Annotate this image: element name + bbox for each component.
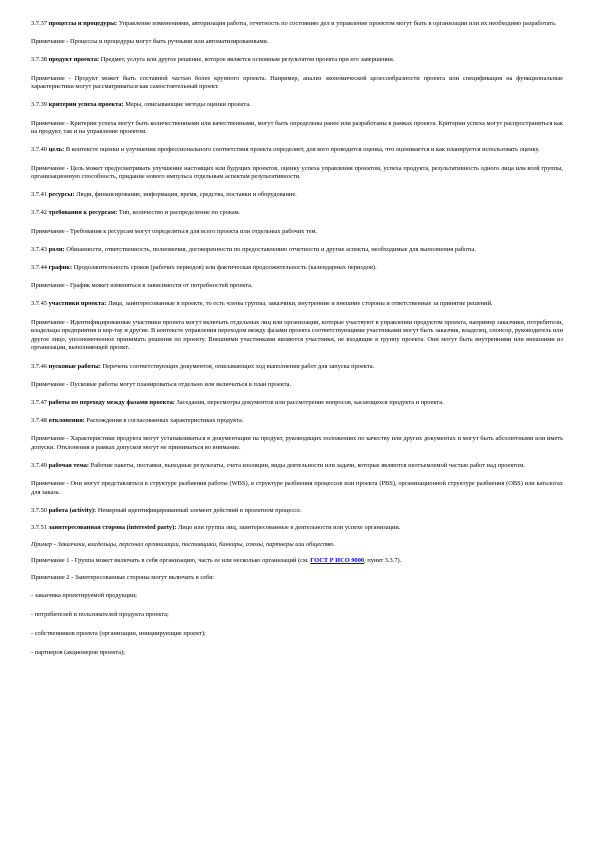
definition-text: Обязанности, ответственность, полномочия, договоренности по предоставлению отчетности и другие аспекты, необходимые для выполнения работы. — [66, 245, 476, 253]
note: Примечание - Характеристики продукта могут устанавливаться в документации на продукт, руководящих положениях по качеству или других документах и могут быть абсолютными или иметь допуски. Отклонения в рамках допусков могут не приниматься во внимание. — [31, 435, 563, 451]
definition-text: Рабочие пакеты, поставки, выходные результаты, счета изоляции, виды деятельности или задачи, которые являются неотъемлемой частью работ над проектом. — [90, 462, 525, 470]
term: критерии успеха проекта: — [48, 101, 124, 109]
note: Примечание - Процессы и процедуры могут быть ручными или автоматизированными. — [31, 38, 269, 46]
clause-number: 3.7.51 — [31, 523, 47, 531]
term: процессы и процедуры: — [48, 20, 118, 27]
term: ресурсы: — [48, 191, 75, 199]
list-item: - потребителей и пользователей продукта проекта; — [31, 611, 169, 619]
term: продукт проекта: — [48, 56, 100, 64]
term: работа (activity): — [48, 507, 97, 515]
definition-3-7-44 — [31, 264, 563, 273]
definition-3-7-39 — [31, 101, 563, 110]
note: Примечание - Критерии успеха могут быть количественными или качественными, могут быть определены ранее или разработаны в рамках проекта. Критерии успеха могут распространяться как на продукт, так и на управление проектом. — [31, 119, 563, 136]
definition-3-7-46 — [31, 363, 563, 372]
clause-number: 3.7.40 — [31, 146, 47, 154]
definition-3-7-38 — [31, 56, 563, 65]
definition-3-7-45 — [31, 300, 563, 309]
clause-number: 3.7.46 — [31, 362, 47, 370]
note: Примечание - График может изменяться в зависимости от потребностей проекта. — [31, 282, 253, 290]
term: участники проекта: — [48, 300, 107, 308]
definition-3-7-41 — [31, 191, 563, 200]
definition-3-7-48 — [31, 417, 563, 426]
term: работы по переходу между фазами проекта: — [48, 398, 175, 406]
clause-number: 3.7.41 — [31, 191, 47, 199]
clause-number: 3.7.39 — [31, 101, 47, 109]
clause-number: 3.7.50 — [31, 507, 47, 515]
term: рабочая тема: — [48, 462, 89, 470]
list-item: - заказчика проектируемой продукции; — [31, 592, 137, 600]
list-item: - собственников проекта (организации, инициирующие проект); — [31, 629, 206, 637]
definition-3-7-47 — [31, 399, 563, 408]
clause-number: 3.7.49 — [31, 462, 47, 470]
document-page — [31, 20, 563, 668]
term: требования к ресурсам: — [48, 209, 118, 217]
list-item: - партнеров (акционеров проекта); — [31, 648, 125, 656]
definition-3-7-51 — [31, 524, 563, 533]
standard-reference-link[interactable]: ГОСТ Р ИСО 9000 — [310, 557, 365, 565]
note-text-tail: , пункт 3.3.7). — [364, 557, 402, 565]
definition-text: В контексте оценки и улучшения профессионального соответствия проекта определяет, для кого проводится оценка, что оценивается и как планируется использовать оценку. — [65, 146, 540, 154]
definition-text: Лица, заинтересованные в проекте, то есть члены группы, заказчики, внутренние и внешние стороны и ответственные за принятие решений. — [108, 300, 493, 308]
note: Примечание - Пусковые работы могут планироваться отдельно или включаться в план проекта. — [31, 380, 292, 388]
definition-text: Управление изменениями, авторизация работы, отчетность по состоянию дел и управление проектом могут быть в организации или их необходимо разработать. — [118, 20, 557, 27]
definition-text: Предмет, услуга или другое решение, которое является основным результатом проекта при его завершении. — [100, 56, 395, 64]
definition-3-7-43 — [31, 246, 563, 255]
term: роли: — [48, 245, 65, 253]
clause-number: 3.7.44 — [31, 264, 47, 272]
clause-number: 3.7.43 — [31, 245, 47, 253]
definition-3-7-50 — [31, 507, 563, 516]
term: цель: — [48, 146, 65, 154]
clause-number: 3.7.47 — [31, 398, 47, 406]
definition-3-7-37 — [31, 20, 563, 29]
definition-text: Продолжительность сроков (рабочих периодов) или фактическая продолжительность (календарных периодов). — [73, 264, 377, 272]
term: график: — [48, 264, 73, 272]
definition-3-7-49 — [31, 462, 563, 471]
definition-text: Люди, финансирование, информация, время, средства, поставки и оборудование. — [76, 191, 297, 199]
term: отклонения: — [48, 417, 85, 425]
note: Примечание - Цель может предусматривать улучшение настоящих или будущих проектов, оценку успеха управления проектом, успеха продукта, результативность одного лица или всей группы, организационную способность, придание нового импульса отдельным аспектам результативности. — [31, 164, 563, 181]
definition-text: Расхождения в согласованных характеристиках продукта. — [86, 417, 244, 425]
note-text: Примечание 1 - Группа может включать в себя организацию, часть ее или несколько организаций (см. — [31, 557, 309, 565]
definition-text: Перечень соответствующих документов, описывающих ход выполнения работ для запуска проекта. — [102, 362, 375, 370]
example: Пример - Заказчики, владельцы, персонал организации, поставщики, банкиры, союзы, партнеры или общество. — [31, 540, 336, 548]
note: Примечание - Идентифицированные участники проекта могут включать отдельных лиц или организации, которые участвуют в управлении продуктом проекта, например заказчики, потребители, владельцы предприятия и кор-тау и другие. В контексте управления переходом между фазами проекта соответствующими участниками могут быть заказчик, владелец, спонсор, руководитель или другое лицо, уполномоченное принимать решения по проекту. Внешними участниками являются участники, не входящие в группу проекта. Они могут быть внутренними или внешними из организации, выполняющей проект. — [31, 318, 563, 352]
note: Примечание - Продукт может быть составной частью более крупного проекта. Например, анализ экономической целесообразности проекта или спецификация на функциональные характеристики могут рассматриваться как самостоятельный проект. — [31, 74, 563, 91]
note-1 — [31, 557, 563, 566]
definition-text: Немерный идентифицированный элемент действий в проектном процессе. — [97, 507, 302, 515]
clause-number: 3.7.42 — [31, 209, 47, 217]
clause-number: 3.7.48 — [31, 417, 47, 425]
clause-number: 3.7.37 — [31, 20, 47, 27]
note-2: Примечание 2 - Заинтересованные стороны могут включать в себя: — [31, 574, 214, 582]
note: Примечание - Требования к ресурсам могут определяться для всего проекта или отдельных рабочих тем. — [31, 227, 318, 235]
definition-text: Тип, количество и распределение по срокам. — [118, 209, 241, 217]
definition-text: Меры, описывающие методы оценки проекта. — [125, 101, 251, 109]
term: пусковые работы: — [48, 362, 101, 370]
definition-text: Лицо или группа лиц, заинтересованные в деятельности или успехе организации. — [177, 523, 401, 531]
definition-3-7-42 — [31, 209, 563, 218]
clause-number: 3.7.38 — [31, 56, 47, 64]
note: Примечание - Они могут представляться в структуре разбиения работы (WBS), в структуре разбиения процессов или проекта (PBS), организационной структуре разбиения (OBS) или каталогах для заказа. — [31, 480, 563, 496]
definition-3-7-40 — [31, 146, 563, 155]
clause-number: 3.7.45 — [31, 300, 47, 308]
definition-text: Заседания, пересмотры документов или рассмотрение вопросов, касающихся продукта и проекта. — [176, 398, 444, 406]
term: заинтересованная сторона (interested party): — [48, 523, 177, 531]
